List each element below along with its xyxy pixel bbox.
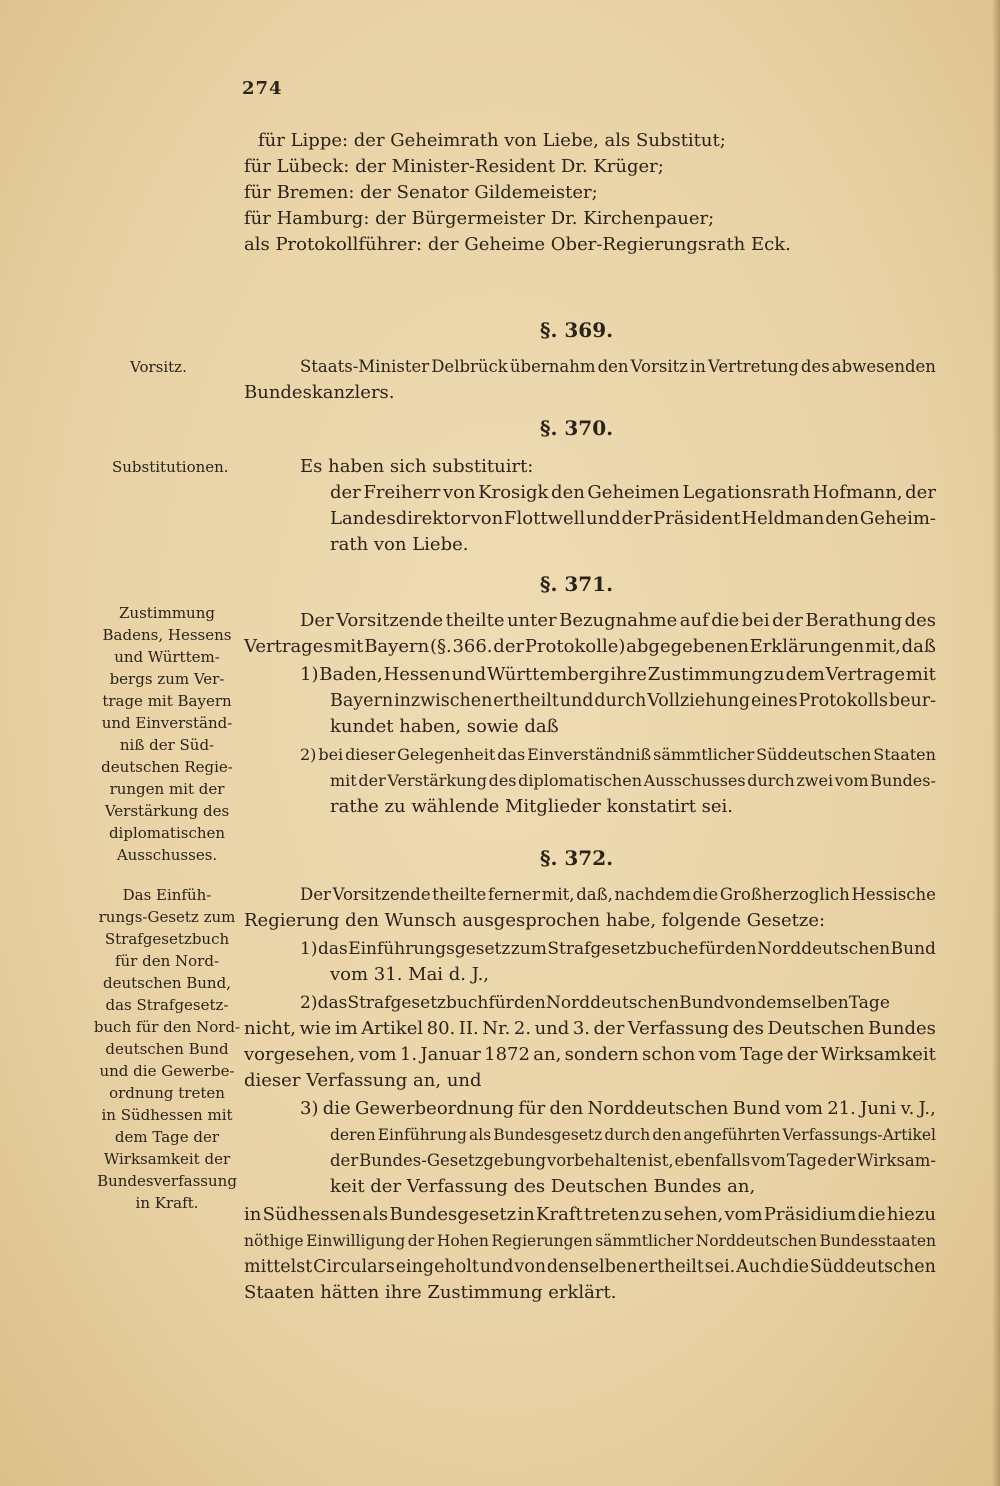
s372-line-1: Der Vorsitzende theilte ferner mit, daß, nachdem die Großherzoglich Hessische	[300, 885, 936, 904]
margin-note-line: Bundesverfassung	[97, 1172, 237, 1190]
s372-line-14: nöthige Einwilligung der Hohen Regierungen sämmtlicher Norddeutschen Bundesstaaten	[244, 1232, 936, 1250]
header-line-lippe: für Lippe: der Geheimrath von Liebe, als Substitut;	[258, 130, 726, 151]
margin-note-line: bergs zum Ver-	[109, 670, 225, 688]
section-heading-371: §. 371.	[540, 572, 614, 596]
margin-note-line: Badens, Hessens	[102, 626, 232, 644]
s372-line-8: dieser Verfassung an, und	[244, 1070, 482, 1091]
margin-note-line: in Südhessen mit	[101, 1106, 233, 1124]
s371-line-6: 2) bei dieser Gelegenheit das Einverständniß sämmtlicher Süddeutschen Staaten	[300, 745, 936, 764]
s372-line-9: 3) die Gewerbeordnung für den Norddeutschen Bund vom 21. Juni v. J.,	[300, 1098, 936, 1119]
s372-line-6: nicht, wie im Artikel 80. II. Nr. 2. und 3. der Verfassung des Deutschen Bundes	[244, 1018, 936, 1039]
section-heading-372: §. 372.	[540, 846, 614, 870]
s371-line-2: Vertrages mit Bayern (§. 366. der Protokolle) abgegebenen Erklärungen mit, daß	[244, 636, 936, 657]
margin-note-line: niß der Süd-	[119, 736, 215, 754]
s371-line-3: 1) Baden, Hessen und Württemberg ihre Zustimmung zu dem Vertrage mit	[300, 664, 936, 685]
s371-line-8: rathe zu wählende Mitglieder konstatirt sei.	[330, 796, 734, 817]
s370-line-2: der Freiherr von Krosigk den Geheimen Legationsrath Hofmann, der	[330, 482, 936, 503]
margin-note-line: Das Einfüh-	[122, 886, 212, 904]
s372-line-7: vorgesehen, vom 1. Januar 1872 an, sondern schon vom Tage der Wirksamkeit	[244, 1044, 936, 1065]
margin-note-line: deutschen Regie-	[101, 758, 233, 776]
page-edge-shadow	[992, 0, 1000, 1486]
margin-note-line: trage mit Bayern	[102, 692, 232, 710]
margin-note-line: das Strafgesetz-	[105, 996, 229, 1014]
page-number: 274	[242, 78, 283, 99]
margin-note-line: diplomatischen	[108, 824, 226, 842]
margin-note-line: Strafgesetzbuch	[104, 930, 230, 948]
margin-note-line: rungen mit der	[109, 780, 225, 798]
margin-note-line: Ausschusses.	[116, 846, 218, 864]
s371-line-1: Der Vorsitzende theilte unter Bezugnahme auf die bei der Berathung des	[300, 610, 936, 631]
margin-note-line: ordnung treten	[109, 1084, 225, 1102]
s372-line-5: 2) das Strafgesetzbuch für den Norddeutschen Bund von demselben Tage	[300, 993, 890, 1013]
s372-line-10: deren Einführung als Bundesgesetz durch den angeführten Verfassungs-Artikel	[330, 1126, 936, 1144]
s369-line-1: Staats-Minister Delbrück übernahm den Vorsitz in Vertretung des abwesenden	[300, 357, 936, 376]
s371-line-7: mit der Verstärkung des diplomatischen Ausschusses durch zwei vom Bundes-	[330, 771, 936, 790]
header-line-hamburg: für Hamburg: der Bürgermeister Dr. Kirchenpauer;	[244, 208, 715, 229]
margin-note-vorsitz: Vorsitz.	[130, 358, 187, 376]
margin-note-line: rungs-Gesetz zum	[98, 908, 236, 926]
margin-note-line: Verstärkung des	[104, 802, 230, 820]
margin-note-line: und Württem-	[114, 648, 220, 666]
margin-note-line: für den Nord-	[114, 952, 220, 970]
margin-note-line: in Kraft.	[135, 1194, 199, 1212]
section-heading-370: §. 370.	[540, 416, 614, 440]
margin-note-zustimmung	[92, 602, 242, 866]
margin-note-line: buch für den Nord-	[93, 1018, 241, 1036]
s370-line-4: rath von Liebe.	[330, 534, 469, 555]
s372-line-13: in Südhessen als Bundesgesetz in Kraft treten zu sehen, vom Präsidium die hiezu	[244, 1204, 936, 1225]
s372-line-11: der Bundes-Gesetzgebung vorbehalten ist, ebenfalls vom Tage der Wirksam-	[330, 1151, 936, 1170]
s372-line-12: keit der Verfassung des Deutschen Bundes an,	[330, 1176, 756, 1197]
s372-line-3: 1) das Einführungsgesetz zum Strafgesetzbuche für den Norddeutschen Bund	[300, 939, 936, 959]
section-heading-369: §. 369.	[540, 318, 614, 342]
margin-note-line: und Einverständ-	[101, 714, 233, 732]
s371-line-4: Bayern inzwischen ertheilt und durch Vollziehung eines Protokolls beur-	[330, 691, 936, 711]
margin-note-substitutionen: Substitutionen.	[112, 458, 229, 476]
margin-note-line: dem Tage der	[114, 1128, 220, 1146]
s369-line-2: Bundeskanzlers.	[244, 382, 395, 403]
s372-line-15: mittelst Circulars eingeholt und von denselben ertheilt sei. Auch die Süddeutschen	[244, 1257, 936, 1277]
header-line-protokollfuehrer: als Protokollführer: der Geheime Ober-Regierungsrath Eck.	[244, 234, 791, 255]
s370-line-3: Landesdirektor von Flottwell und der Präsident Heldman den Geheim-	[330, 508, 936, 529]
s372-line-4: vom 31. Mai d. J.,	[330, 964, 490, 985]
s372-line-16: Staaten hätten ihre Zustimmung erklärt.	[244, 1282, 617, 1303]
s370-line-1: Es haben sich substituirt:	[300, 456, 534, 477]
margin-note-line: und die Gewerbe-	[99, 1062, 235, 1080]
margin-note-line: Wirksamkeit der	[103, 1150, 231, 1168]
s372-line-2: Regierung den Wunsch ausgesprochen habe, folgende Gesetze:	[244, 910, 826, 931]
header-line-luebeck: für Lübeck: der Minister-Resident Dr. Krüger;	[244, 156, 664, 177]
s371-line-5: kundet haben, sowie daß	[330, 716, 559, 737]
margin-note-einfuehrungsgesetz	[92, 884, 242, 1214]
margin-note-line: Zustimmung	[119, 604, 215, 622]
margin-note-line: deutschen Bund,	[103, 974, 231, 992]
header-line-bremen: für Bremen: der Senator Gildemeister;	[244, 182, 598, 203]
margin-note-line: deutschen Bund	[105, 1040, 229, 1058]
